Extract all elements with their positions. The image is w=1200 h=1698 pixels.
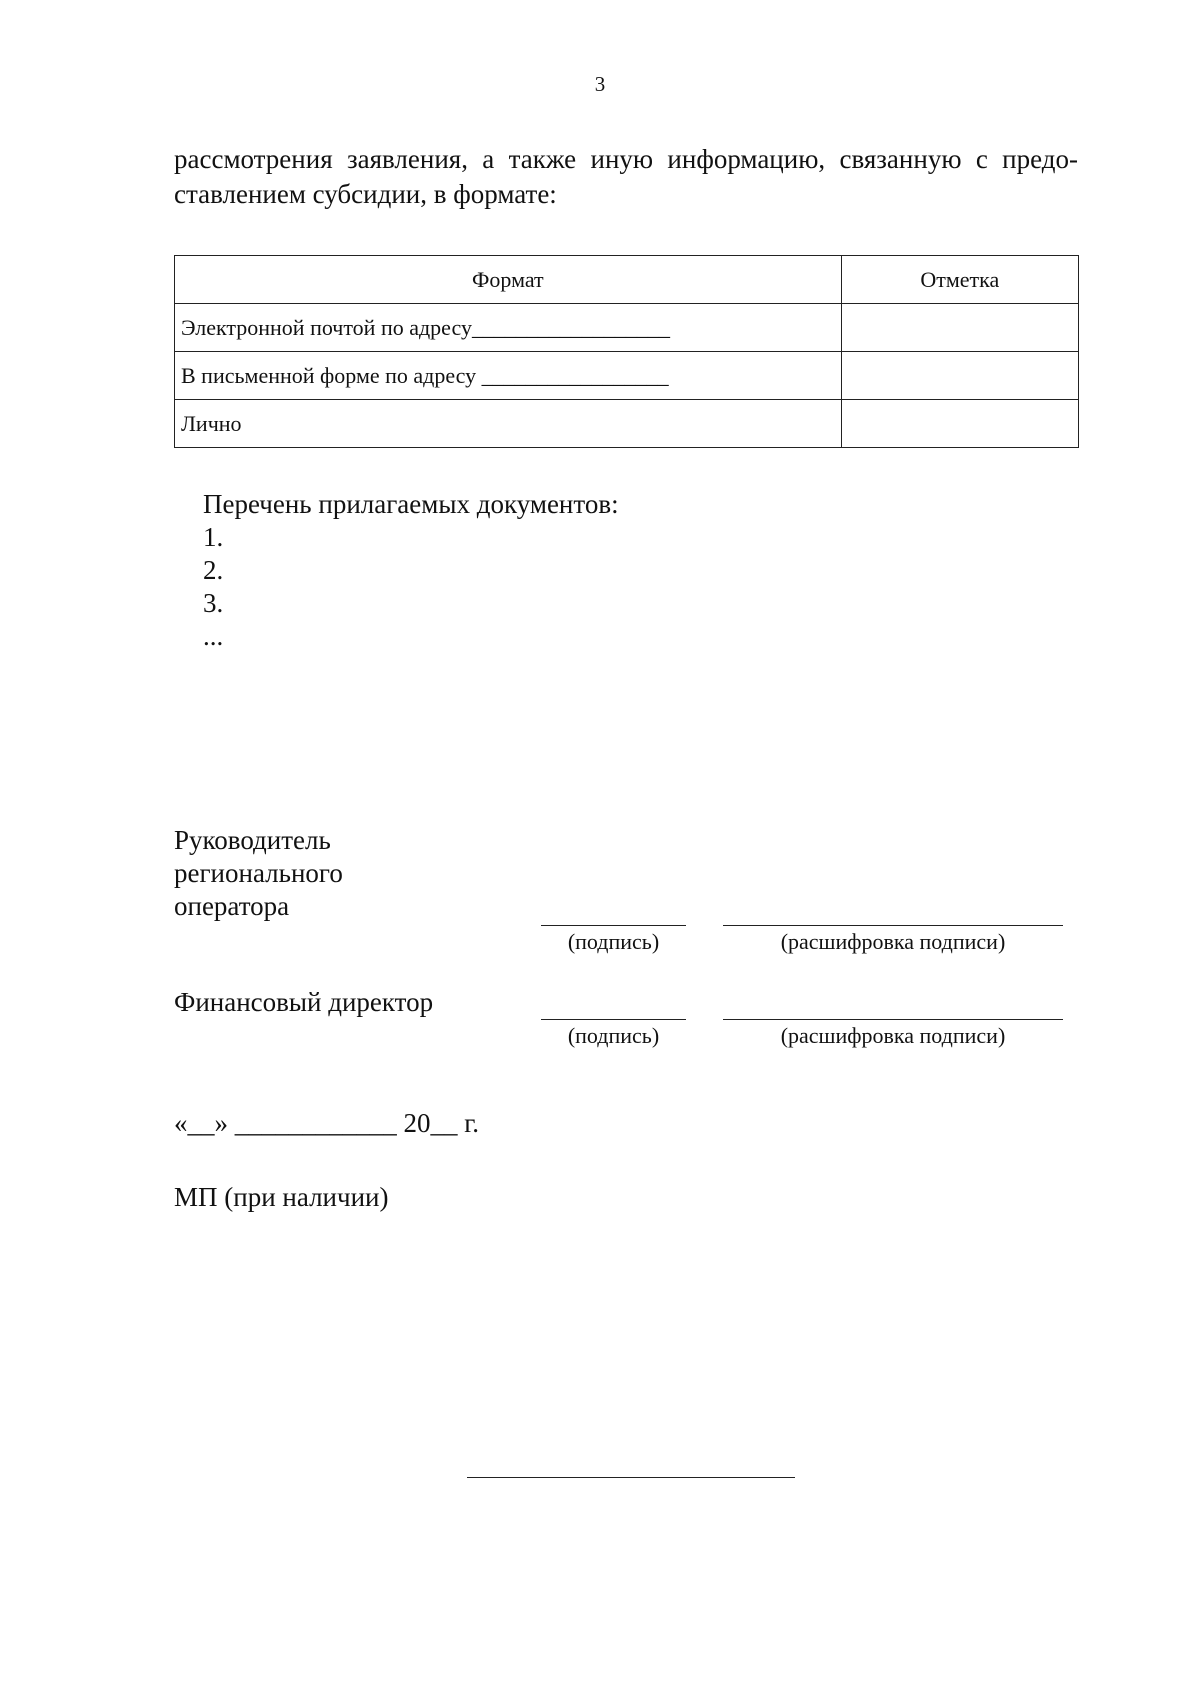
role-line: оператора xyxy=(174,891,290,921)
list-item: 2. xyxy=(203,555,224,585)
mark-email xyxy=(841,304,1078,352)
format-in-person: Лично xyxy=(175,400,842,448)
signature-caption: (подпись) xyxy=(567,929,660,954)
signature-line xyxy=(541,1019,686,1020)
table-header-row xyxy=(175,256,1079,304)
list-item: 1. xyxy=(203,522,224,552)
signature-line xyxy=(541,925,686,926)
page-number: 3 xyxy=(594,72,606,96)
mark-written xyxy=(841,352,1078,400)
format-written: В письменной форме по адресу _________________ xyxy=(175,352,842,400)
table-row xyxy=(175,352,1079,400)
table-row xyxy=(175,304,1079,352)
signer-head-role xyxy=(174,824,343,923)
role-line: регионального xyxy=(174,858,343,888)
role-line: Руководитель xyxy=(174,825,331,855)
header-mark: Отметка xyxy=(841,256,1078,304)
list-item: 3. xyxy=(203,588,224,618)
signature-caption: (подпись) xyxy=(567,1023,660,1048)
intro-line-2: ставлением субсидии, в формате: xyxy=(174,179,557,209)
list-item: ... xyxy=(203,621,224,651)
name-caption: (расшифровка подписи) xyxy=(780,929,1006,954)
intro-line-1: рассмотрения заявления, а также иную информацию, связанную с предо- xyxy=(174,144,1078,174)
date-line: «__» ____________ 20__ г. xyxy=(174,1108,480,1138)
name-line xyxy=(723,1019,1063,1020)
intro-paragraph xyxy=(174,142,1078,212)
role-line: Финансовый директор xyxy=(174,987,434,1017)
footer-rule xyxy=(467,1477,795,1478)
signer-finance-role xyxy=(174,986,433,1019)
name-caption: (расшифровка подписи) xyxy=(780,1023,1006,1048)
attached-documents xyxy=(203,488,619,653)
format-table xyxy=(174,255,1079,448)
stamp-note: МП (при наличии) xyxy=(174,1182,389,1212)
documents-title: Перечень прилагаемых документов: xyxy=(203,489,619,519)
mark-in-person xyxy=(841,400,1078,448)
name-line xyxy=(723,925,1063,926)
table-row xyxy=(175,400,1079,448)
format-email: Электронной почтой по адресу__________________ xyxy=(175,304,842,352)
header-format: Формат xyxy=(175,256,842,304)
